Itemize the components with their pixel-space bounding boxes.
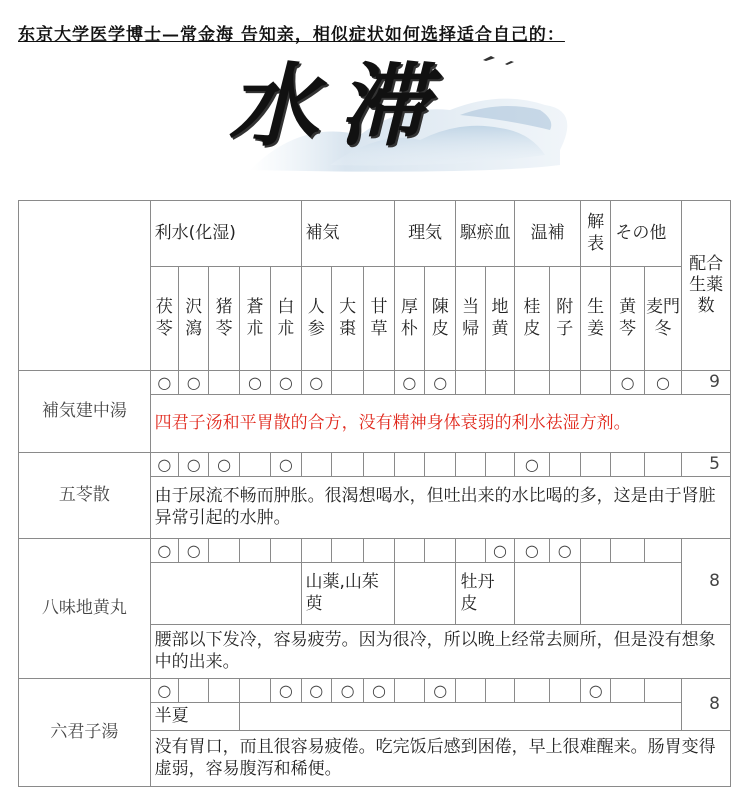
drug-name: 桂皮 [515, 267, 549, 371]
mark-cell: ○ [425, 679, 456, 703]
mark-cell: ○ [179, 371, 209, 395]
mark-cell [239, 453, 270, 477]
mark-cell [331, 539, 363, 563]
mark-cell [485, 453, 514, 477]
mark-cell: ○ [150, 453, 178, 477]
herb-count-header: 配合生薬数 [682, 201, 731, 371]
mark-cell [456, 679, 485, 703]
page-heading: 东京大学医学博士—常金海 告知亲，相似症状如何选择适合自己的： [18, 25, 565, 45]
mark-cell: ○ [331, 679, 363, 703]
mark-cell: ○ [239, 371, 270, 395]
mark-cell [179, 679, 209, 703]
group-exterior: 解表 [580, 201, 610, 267]
mark-cell: ○ [425, 371, 456, 395]
mark-cell [644, 679, 681, 703]
mark-cell [331, 371, 363, 395]
mark-cell [515, 371, 549, 395]
blank-corner-cell [19, 201, 151, 371]
mark-cell [456, 453, 485, 477]
mark-cell: ○ [301, 371, 331, 395]
mark-cell [611, 453, 644, 477]
mark-cell: ○ [150, 679, 178, 703]
drug-name: 白朮 [271, 267, 301, 371]
drug-name: 甘草 [364, 267, 394, 371]
herb-count: 8 [682, 679, 731, 731]
mark-cell: ○ [644, 371, 681, 395]
drug-name: 生姜 [580, 267, 610, 371]
drug-name: 沢瀉 [179, 267, 209, 371]
mark-cell: ○ [179, 539, 209, 563]
mark-cell: ○ [271, 371, 301, 395]
mark-cell [425, 453, 456, 477]
group-blood-stasis: 駆瘀血 [456, 201, 515, 267]
mark-cell [549, 679, 580, 703]
mark-cell: ○ [515, 539, 549, 563]
drug-name: 人参 [301, 267, 331, 371]
mark-cell [239, 539, 270, 563]
herb-count: 9 [682, 371, 731, 395]
mark-cell [485, 371, 514, 395]
herb-count: 5 [682, 453, 731, 477]
drug-name: 茯苓 [150, 267, 178, 371]
mark-cell [394, 539, 424, 563]
drug-name: 麦門冬 [644, 267, 681, 371]
drug-name: 附子 [549, 267, 580, 371]
herb-count: 8 [682, 539, 731, 625]
drug-name: 地黄 [485, 267, 514, 371]
mark-cell [611, 539, 644, 563]
mark-cell [301, 453, 331, 477]
group-qi-tonic: 補気 [301, 201, 394, 267]
mark-cell [580, 453, 610, 477]
mark-cell [209, 679, 239, 703]
prescription-note: 腰部以下发冷，容易疲劳。因为很冷，所以晚上经常去厕所，但是没有想象中的出来。 [150, 625, 730, 679]
mark-cell: ○ [611, 371, 644, 395]
empty-cell [515, 563, 581, 625]
extra-herbs: 山薬,山茱萸 [301, 563, 394, 625]
mark-cell [209, 371, 239, 395]
drug-name: 猪苓 [209, 267, 239, 371]
mark-cell [549, 371, 580, 395]
mark-cell: ○ [301, 679, 331, 703]
mark-cell: ○ [179, 453, 209, 477]
mark-cell [271, 539, 301, 563]
mark-cell: ○ [394, 371, 424, 395]
banner-title: 水滞 [228, 53, 448, 159]
mark-cell [209, 539, 239, 563]
mark-cell [456, 539, 485, 563]
mark-cell [239, 679, 270, 703]
drug-name: 厚朴 [394, 267, 424, 371]
mark-cell [364, 539, 394, 563]
drug-name: 大棗 [331, 267, 363, 371]
mark-cell [644, 539, 681, 563]
mark-cell: ○ [515, 453, 549, 477]
group-other: その他 [611, 201, 682, 267]
mark-cell [611, 679, 644, 703]
empty-cell [239, 703, 681, 731]
drug-name: 当帰 [456, 267, 485, 371]
mark-cell [580, 539, 610, 563]
extra-herbs: 半夏 [150, 703, 239, 731]
mark-cell [364, 453, 394, 477]
mark-cell: ○ [580, 679, 610, 703]
prescription-note: 四君子汤和平胃散的合方，没有精神身体衰弱的利水祛湿方剂。 [150, 395, 730, 453]
mark-cell: ○ [271, 679, 301, 703]
prescription-note: 由于尿流不畅而肿胀。很渴想喝水，但吐出来的水比喝的多，这是由于肾脏异常引起的水肿。 [150, 477, 730, 539]
group-qi-regulating: 理気 [394, 201, 456, 267]
group-diuretic: 利水(化湿) [150, 201, 301, 267]
mark-cell: ○ [150, 371, 178, 395]
extra-herbs: 牡丹皮 [456, 563, 515, 625]
mark-cell [580, 371, 610, 395]
mark-cell [425, 539, 456, 563]
empty-cell [580, 563, 681, 625]
mark-cell [331, 453, 363, 477]
mark-cell [394, 679, 424, 703]
mark-cell: ○ [549, 539, 580, 563]
prescription-name: 五苓散 [19, 453, 151, 539]
empty-cell [150, 563, 301, 625]
mark-cell [394, 453, 424, 477]
mark-cell [549, 453, 580, 477]
mark-cell [644, 453, 681, 477]
mark-cell: ○ [209, 453, 239, 477]
mark-cell [456, 371, 485, 395]
mark-cell: ○ [364, 679, 394, 703]
prescription-name: 補気建中湯 [19, 371, 151, 453]
mark-cell [515, 679, 549, 703]
prescription-name: 八味地黄丸 [19, 539, 151, 679]
empty-cell [394, 563, 456, 625]
drug-name: 黄芩 [611, 267, 644, 371]
drug-name: 蒼朮 [239, 267, 270, 371]
mark-cell [301, 539, 331, 563]
group-warming: 温補 [515, 201, 581, 267]
prescription-note: 没有胃口，而且很容易疲倦。吃完饭后感到困倦，早上很难醒来。肠胃变得虚弱，容易腹泻和稀便。 [150, 731, 730, 787]
mark-cell: ○ [271, 453, 301, 477]
prescription-name: 六君子湯 [19, 679, 151, 787]
prescription-table [18, 200, 731, 787]
mark-cell: ○ [485, 539, 514, 563]
mark-cell: ○ [150, 539, 178, 563]
bird-icon [505, 61, 514, 65]
mark-cell [485, 679, 514, 703]
mark-cell [364, 371, 394, 395]
drug-name: 陳皮 [425, 267, 456, 371]
